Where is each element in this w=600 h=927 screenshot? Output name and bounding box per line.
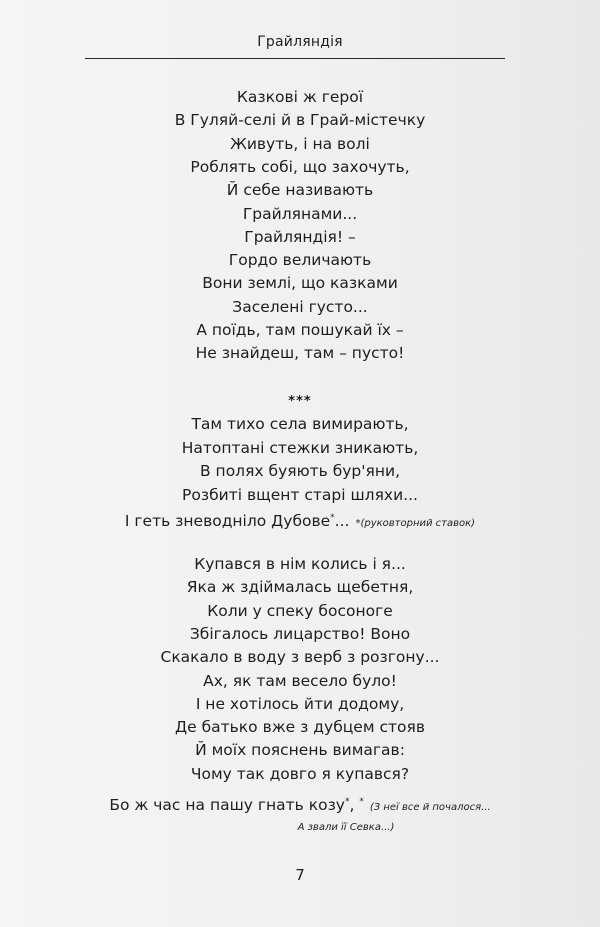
running-header: Грайляндія: [257, 34, 343, 50]
poem-line: Де батько вже з дубцем стояв: [175, 718, 425, 737]
poem-line: Роблять собі, що захочуть,: [190, 157, 410, 176]
poem-line: Скакало в воду з верб з розгону...: [160, 648, 440, 667]
poem-line: Коли у спеку босоноге: [207, 601, 393, 620]
poem-line: Купався в нім колись і я...: [194, 555, 406, 573]
footnote-mark-2: *: [359, 797, 364, 807]
poem-line: Чому так довго я купався?: [190, 764, 410, 783]
poem-line: Розбиті вщент старі шляхи...: [182, 485, 418, 504]
poem-line: Грайлянами...: [242, 204, 358, 223]
line-text: І геть зневодніло Дубове: [124, 512, 331, 531]
line-tail: ,: [349, 796, 360, 815]
poem-line: Грайляндія! –: [244, 227, 356, 246]
footnote-note: *(руковторний ставок): [355, 518, 476, 530]
footnote-mark: *: [345, 797, 350, 807]
poem-line: Яка ж здіймалась щебетня,: [186, 578, 414, 597]
poem-line: В Гуляй-селі й в Грай-містечку: [174, 111, 426, 130]
page-number: 7: [295, 866, 305, 884]
poem-line: Збігалось лицарство! Воно: [189, 624, 411, 643]
footnote-mark: *: [330, 513, 335, 523]
poem-line: І не хотілось йти додому,: [195, 694, 405, 713]
stanza-separator: ***: [288, 394, 312, 409]
header-rule: [85, 58, 505, 59]
poem-line: Й себе називають: [226, 181, 374, 200]
poem-line: Живуть, і на волі: [230, 134, 370, 153]
poem-line: А поїдь, там пошукай їх –: [196, 321, 404, 339]
poem-line: Казкові ж герої: [236, 88, 364, 106]
poem-line: В полях буяють бур'яни,: [200, 462, 400, 480]
poem-line: Не знайдеш, там – пусто!: [195, 344, 405, 363]
poem-line: Гордо величають: [228, 251, 372, 270]
poem-line: Вони землі, що казками: [202, 274, 398, 293]
poem-line: Й моїх пояснень вимагав:: [195, 741, 405, 760]
line-text: Бо ж час на пашу гнать козу: [109, 796, 345, 815]
poem-line: Натоптані стежки зникають,: [181, 438, 419, 457]
footnote-note: (З неї все й почалося...: [369, 802, 491, 814]
poem-line: [0, 508, 600, 534]
poem-line: Заселені густо...: [232, 297, 368, 316]
line-ellipsis: ...: [334, 512, 350, 531]
footnote-note-continued: А звали її Севка...): [297, 822, 395, 833]
poem-line: Ах, як там весело було!: [203, 671, 397, 690]
poem-line: [0, 792, 600, 818]
poem-line: Там тихо села вимирають,: [191, 415, 409, 433]
